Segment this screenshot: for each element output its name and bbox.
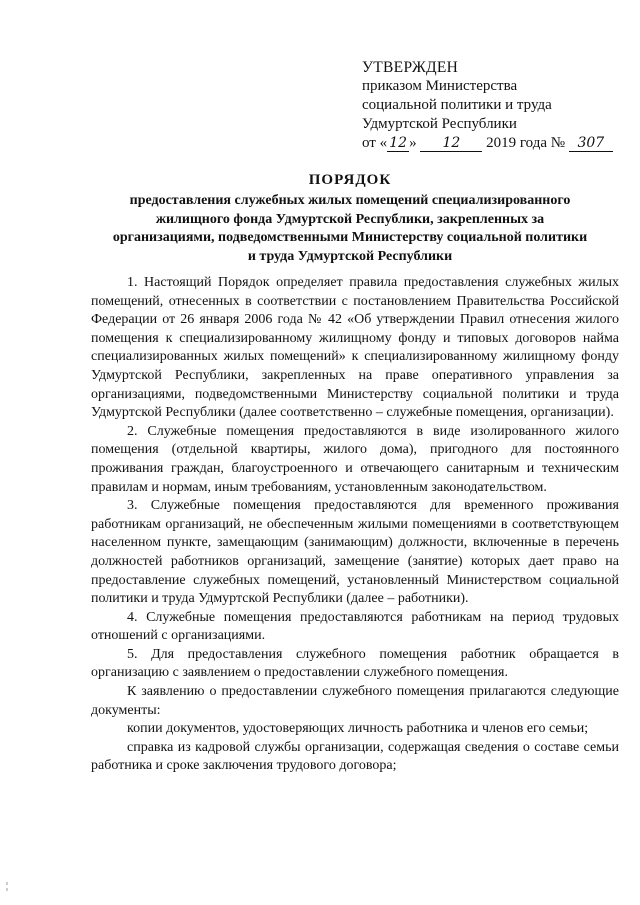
date-day-close: » <box>409 135 417 151</box>
date-year-text: 2019 года № <box>486 135 566 151</box>
handwritten-number: 307 <box>569 136 613 152</box>
paragraph-documents-item-1: копии документов, удостоверяющих личность работника и членов его семьи; <box>127 721 589 737</box>
document-body <box>91 274 619 776</box>
date-prefix: от « <box>362 135 388 151</box>
approval-heading: УТВЕРЖДЕН <box>362 59 459 76</box>
paragraph-documents-item-2: справка из кадровой службы организации, содержащая сведения о составе семьи работника и сроке заключения трудового договора; <box>91 739 619 774</box>
handwritten-day: 12 <box>387 136 409 152</box>
approval-date-line <box>362 134 622 153</box>
document-subtitle: предоставления служебных жилых помещений специализированного жилищного фонда Удмуртской Республики, закрепленных за организациями, подведомственными Министерству социальной политики и труда Удмуртской Республики <box>112 193 588 264</box>
scan-margin-mark <box>6 882 8 894</box>
approval-line-3: Удмуртской Республики <box>362 116 517 132</box>
paragraph-documents-intro: К заявлению о предоставлении служебного помещения прилагаются следующие документы: <box>91 684 619 718</box>
approval-block <box>362 58 622 153</box>
paragraph-1: 1. Настоящий Порядок определяет правила предоставления служебных жилых помещений, отнесенных в соответствии с постановлением Правительства Российской Федерации от 26 января 2006 года № 42 «Об утверждении Правил отнесения жилого помещения к специализированному жилищному фонду и типовых договоров найма специализированных жилых помещений» к специализированному жилищному фонду Удмуртской Республики, закрепленных на праве оперативного управления за организациями, подведомственными Министерству социальной политики и труда Удмуртской Республики (далее соответственно – служебные помещения, организации). <box>91 275 619 421</box>
approval-line-1: приказом Министерства <box>362 78 518 94</box>
paragraph-3: 3. Служебные помещения предоставляются для временного проживания работникам организаций, не обеспеченным жилыми помещениями в соответствующем населенном пункте, замещающим (занимающим) должности, включенные в перечень должностей работников организаций, замещение (занятие) которых дает право на предоставление служебных помещений, установленный Министерством социальной политики и труда Удмуртской Республики (далее – работники). <box>91 498 619 607</box>
paragraph-2: 2. Служебные помещения предоставляются в виде изолированного жилого помещения (отдельной квартиры, жилого дома), пригодного для постоянного проживания граждан, благоустроенного и отвечающего санитарным и техническим правилам и нормам, иным требованиям, установленным законодательством. <box>91 423 619 495</box>
paragraph-5: 5. Для предоставления служебного помещения работник обращается в организацию с заявлением о предоставлении служебного помещения. <box>91 646 619 681</box>
handwritten-month: 12 <box>420 136 482 152</box>
paragraph-4: 4. Служебные помещения предоставляются работникам на период трудовых отношений с организациями. <box>91 609 619 644</box>
document-title: ПОРЯДОК <box>308 172 392 188</box>
approval-line-2: социальной политики и труда <box>362 97 552 113</box>
